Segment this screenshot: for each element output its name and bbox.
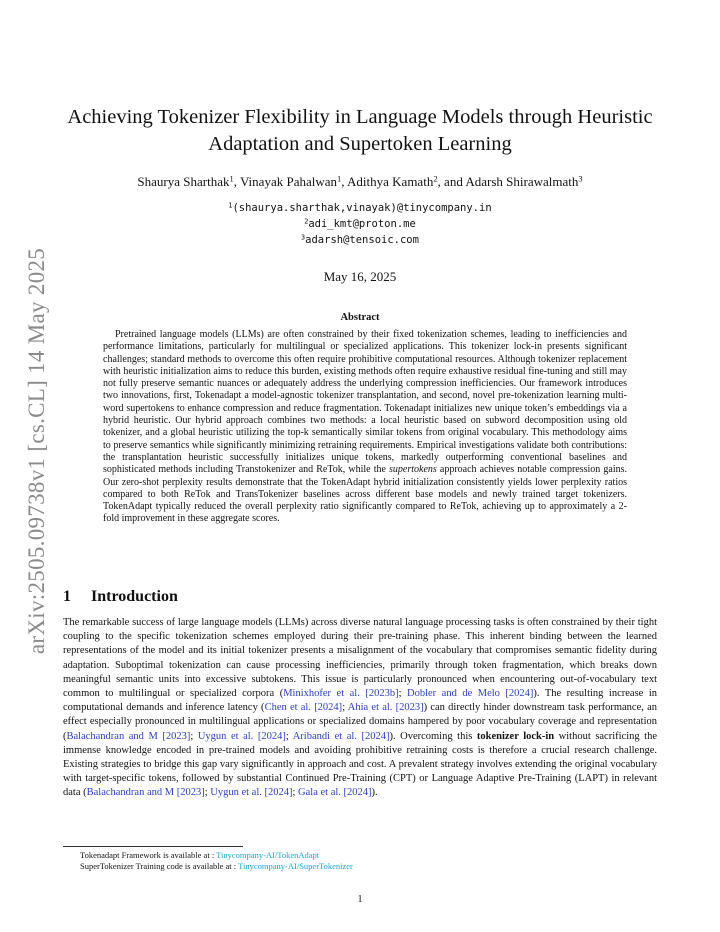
section-number: 1 [63, 588, 71, 605]
abstract-text: approach achieves notable compression gains. Our zero-shot perplexity results demonstrate that the TokenAdapt hybrid initialization consistently yields lower perplexity ratios compared to both ReTok and TransTokenizer baselines across different base models and newly trained target tokenizers. TokenAdapt typically reduced the overall perplexity ratio significantly compared to ReTok, achieving up to approximately a 2-fold improvement in these aggregate scores. [103, 464, 627, 525]
footnote-text: SuperTokenizer Training code is available at : [80, 861, 239, 871]
abstract-paragraph [103, 329, 627, 526]
intro-bold-term: tokenizer lock-in [476, 730, 555, 742]
email-line [60, 200, 660, 216]
author-name: Vinayak Pahalwan [239, 174, 338, 189]
footnotes [80, 850, 353, 872]
citation-link[interactable]: Balachandran and M [2023] [66, 730, 191, 742]
author-list [60, 174, 660, 190]
author-affiliation-mark: 1 [229, 173, 234, 184]
email-affiliation-mark: 1 [228, 201, 233, 210]
author-emails [60, 200, 660, 248]
title-line-1: Achieving Tokenizer Flexibility in Language Models through Heuristic [67, 106, 653, 128]
email-affiliation-mark: 3 [301, 233, 306, 242]
footnote-link[interactable]: Tinycompany-AI/TokenAdapt [216, 850, 320, 860]
citation-link[interactable]: Chen et al. [2024] [264, 702, 343, 714]
citation-link[interactable]: Minixhofer et al. [2023b] [283, 688, 399, 700]
author-name: Shaurya Sharthak [137, 174, 230, 189]
footnote [80, 850, 353, 861]
email-affiliation-mark: 2 [304, 217, 309, 226]
author-affiliation-mark: 2 [433, 173, 438, 184]
intro-paragraph [63, 616, 657, 801]
intro-text: without sacrificing the immense knowledge encoded in pre-trained models and avoiding prohibitive retraining costs is therefore a crucial research challenge. Existing strategies to bridge this gap vary significantly in approach and cost. A prevalent strategy involves extending the original vocabulary with target-specific tokens, followed by substantial Continued Pre-Training (CPT) or Language Adaptive Pre-Training (LAPT) in relevant data ( [63, 730, 658, 799]
footnote [80, 861, 353, 872]
email-address: adi_kmt@proton.me [308, 218, 416, 230]
citation-link[interactable]: Dobler and de Melo [2024] [407, 688, 534, 700]
citation-link[interactable]: Balachandran and M [2023] [86, 787, 205, 799]
intro-text: ) can directly hinder downstream task performance, an effect especially pronounced in multilingual applications or specialized domains hampered by poor vocabulary coverage and representation ( [63, 702, 658, 742]
publication-date: May 16, 2025 [323, 269, 397, 284]
abstract-italic-term: supertokens [389, 464, 437, 476]
intro-text: ). The resulting increase in computational demands and inference latency ( [63, 688, 657, 714]
arxiv-identifier-stamp [22, 242, 52, 660]
author-separator: , and [437, 174, 466, 189]
title-line-2: Adaptation and Supertoken Learning [208, 133, 512, 155]
author-name: Adarsh Shirawalmath [465, 174, 579, 189]
citation-link[interactable]: Uygun et al. [2024] [210, 787, 293, 799]
email-address: (shaurya.sharthak,vinayak)@tinycompany.in [232, 202, 492, 214]
author-separator: , [233, 174, 240, 189]
footnote-rule [63, 846, 243, 847]
abstract-body [103, 329, 627, 526]
intro-text: ). [371, 787, 378, 799]
page-number: 1 [357, 894, 363, 905]
abstract-text: Pretrained language models (LLMs) are often constrained by their fixed tokenization schemes, leading to inefficiencies and performance limitations, particularly for multilingual or specialized applications. This tokenizer lock-in presents significant challenges; standard methods to overcome this often require prohibitive computational resources. Although tokenizer replacement with heuristic initialization aims to reduce this burden, existing methods often require exhaustive residual fine-tuning and still may not fully preserve semantic nuances or adequately address the underlying compression inefficiencies. Our framework introduces two innovations, first, Tokenadapt a model-agnostic tokenizer transplantation, and second, novel pre-tokenization learning multi-word supertokens to enhance compression and reduce fragmentation. Tokenadapt initializes new unique token’s embeddings via a hybrid heuristic. Our hybrid approach combines two methods: a local heuristic based on subword decomposition using old tokenizer, and a global heuristic utilizing the top-k semantically similar tokens from original vocabulary. This methodology aims to preserve semantics while significantly minimizing retraining requirements. Empirical investigations validate both contributions: the transplantation heuristic successfully initializes unique tokens, markedly outperforming conventional baselines and sophisticated methods including Transtokenizer and ReTok, while the [103, 329, 627, 476]
citation-link[interactable]: Ahia et al. [2023] [347, 702, 424, 714]
intro-text: The remarkable success of large language models (LLMs) across diverse natural language processing tasks is often constrained by their tight coupling to the specific tokenization schemes employed during their pre-training phase. This inherent binding between the learned representations of the model and its initial tokenizer presents a misalignment of the vocabulary that compromises semantic fidelity during adaptation. Suboptimal tokenization can cause processing inefficiencies, primarily through token fragmentation, which breaks down meaningful semantic units into excessive subtokens. This issue is particularly pronounced when encountering out-of-vocabulary text common to multilingual or specialized corpora ( [63, 617, 657, 700]
author-affiliation-mark: 1 [337, 173, 342, 184]
intro-text: ; [190, 730, 198, 742]
email-address: adarsh@tensoic.com [305, 234, 419, 246]
citation-link[interactable]: Aribandi et al. [2024] [292, 730, 390, 742]
introduction-body [63, 616, 657, 801]
intro-text: ; [342, 702, 348, 714]
citation-link[interactable]: Uygun et al. [2024] [197, 730, 286, 742]
author-affiliation-mark: 3 [578, 173, 583, 184]
author-name: Adithya Kamath [347, 174, 434, 189]
section-title: Introduction [91, 588, 178, 605]
intro-text: ; [204, 787, 211, 799]
paper-title [60, 104, 660, 158]
intro-text: ; [398, 688, 407, 700]
intro-text: ). Overcoming this [389, 730, 477, 742]
footnote-link[interactable]: Tinycompany-AI/SuperTokenizer [238, 861, 353, 871]
abstract-heading: Abstract [340, 312, 380, 323]
intro-text: ; [285, 730, 293, 742]
section-heading [63, 588, 178, 606]
intro-text: ; [292, 787, 299, 799]
email-line [60, 232, 660, 248]
footnote-text: Tokenadapt Framework is available at : [80, 850, 217, 860]
author-separator: , [341, 174, 348, 189]
email-line [60, 216, 660, 232]
arxiv-id: arXiv:2505.09738v1 [cs.CL] 14 May 2025 [24, 247, 49, 655]
citation-link[interactable]: Gala et al. [2024] [298, 787, 372, 799]
